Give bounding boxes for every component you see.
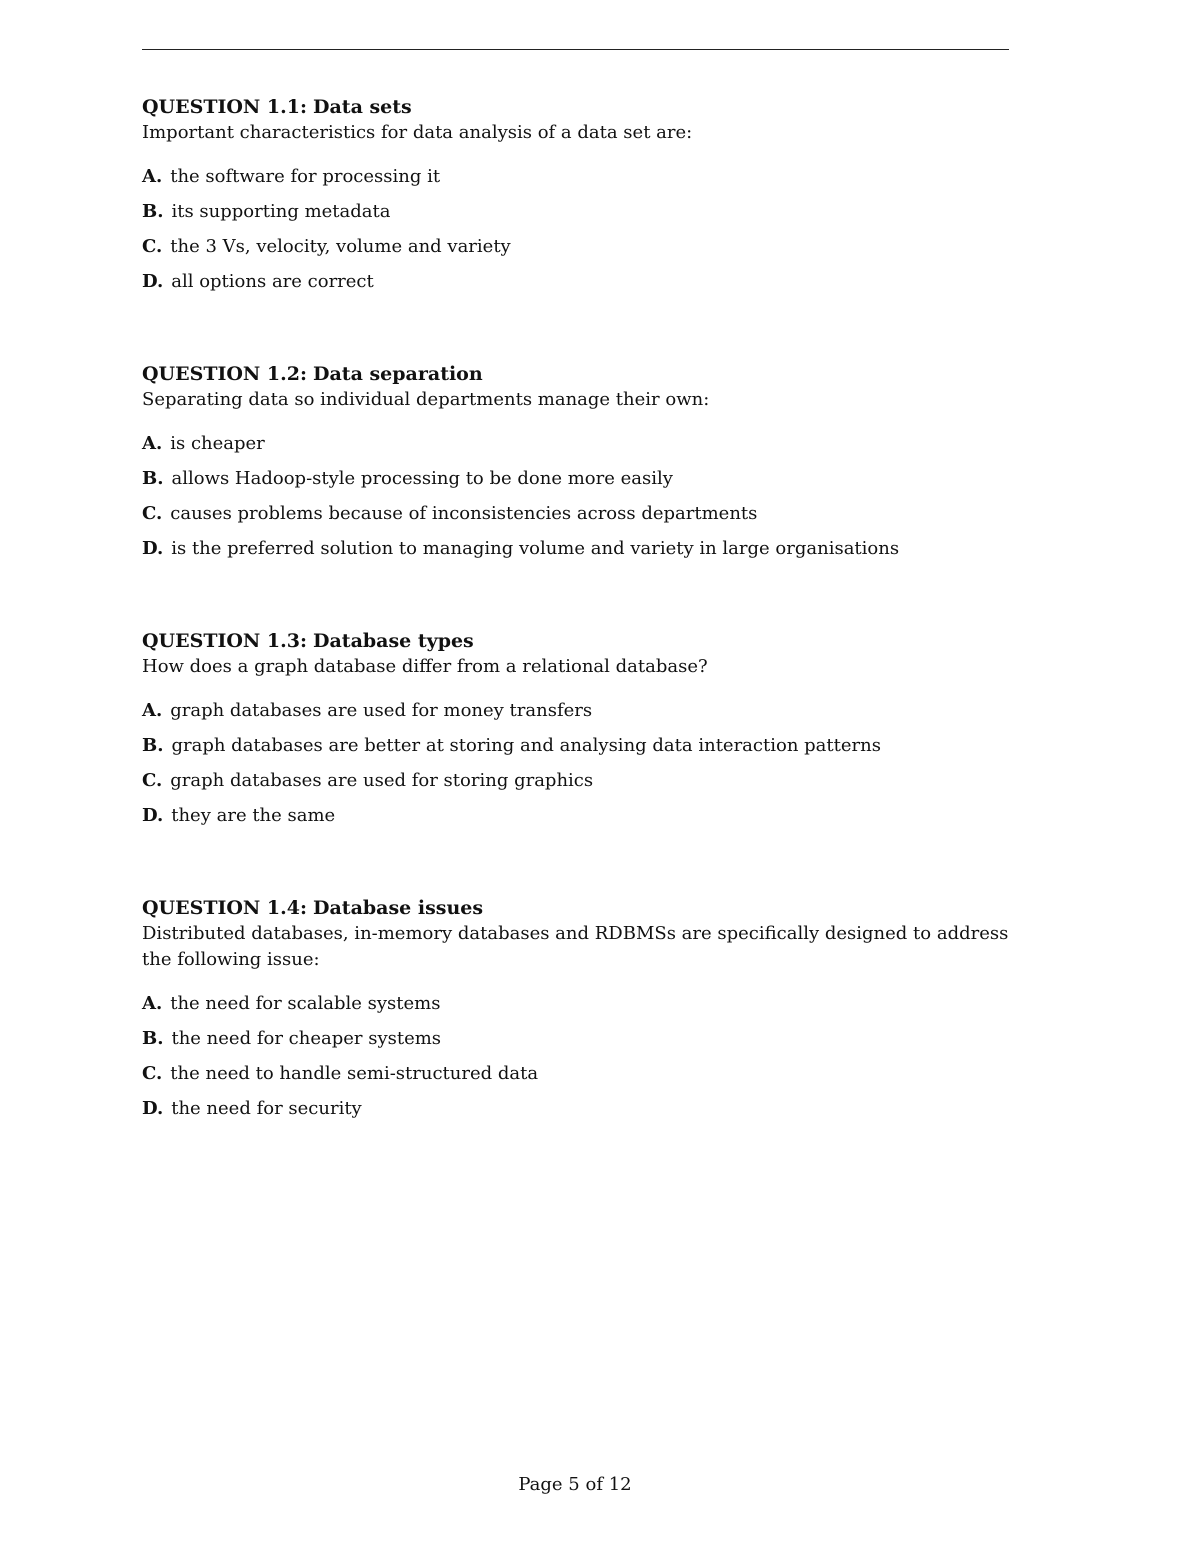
option-letter: D. xyxy=(142,538,164,559)
option-text: graph databases are used for money transfers xyxy=(170,700,593,721)
option-text: the need for cheaper systems xyxy=(171,1028,442,1049)
option-text: all options are correct xyxy=(171,271,374,292)
option-b xyxy=(142,461,1022,496)
option-c xyxy=(142,229,1022,264)
question-1-3 xyxy=(142,628,1022,833)
question-number: QUESTION 1.2: xyxy=(142,363,307,385)
question-number: QUESTION 1.3: xyxy=(142,630,307,652)
question-title: Database issues xyxy=(313,897,484,919)
option-b xyxy=(142,1021,1022,1056)
question-heading xyxy=(142,361,1022,387)
option-c xyxy=(142,1056,1022,1091)
option-a xyxy=(142,693,1022,728)
option-b xyxy=(142,194,1022,229)
answer-options xyxy=(142,986,1022,1126)
option-letter: C. xyxy=(142,1063,163,1084)
option-a xyxy=(142,426,1022,461)
option-a xyxy=(142,986,1022,1021)
question-title: Data sets xyxy=(313,96,412,118)
option-text: graph databases are used for storing graphics xyxy=(170,770,594,791)
option-d xyxy=(142,264,1022,299)
header-rule xyxy=(142,49,1009,50)
option-text: is cheaper xyxy=(170,433,265,454)
option-text: its supporting metadata xyxy=(171,201,391,222)
option-letter: A. xyxy=(142,433,163,454)
option-d xyxy=(142,798,1022,833)
option-text: they are the same xyxy=(171,805,336,826)
question-title: Data separation xyxy=(313,363,483,385)
question-1-2 xyxy=(142,361,1022,566)
option-letter: A. xyxy=(142,166,163,187)
option-text: allows Hadoop-style processing to be done more easily xyxy=(171,468,673,489)
question-prompt: Important characteristics for data analysis of a data set are: xyxy=(142,122,693,143)
option-letter: C. xyxy=(142,236,163,257)
question-heading xyxy=(142,94,1022,120)
question-title: Database types xyxy=(313,630,474,652)
option-letter: A. xyxy=(142,993,163,1014)
option-c xyxy=(142,763,1022,798)
option-text: the software for processing it xyxy=(170,166,441,187)
option-letter: D. xyxy=(142,805,164,826)
option-letter: D. xyxy=(142,271,164,292)
answer-options xyxy=(142,159,1022,299)
option-b xyxy=(142,728,1022,763)
question-1-1 xyxy=(142,94,1022,299)
question-number: QUESTION 1.4: xyxy=(142,897,307,919)
page-number: Page 5 of 12 xyxy=(518,1474,632,1495)
option-text: causes problems because of inconsistencies across departments xyxy=(170,503,758,524)
option-text: the need for security xyxy=(171,1098,362,1119)
option-text: the 3 Vs, velocity, volume and variety xyxy=(170,236,511,257)
option-text: the need for scalable systems xyxy=(170,993,441,1014)
option-letter: D. xyxy=(142,1098,164,1119)
answer-options xyxy=(142,693,1022,833)
option-text: is the preferred solution to managing volume and variety in large organisations xyxy=(171,538,900,559)
answer-options xyxy=(142,426,1022,566)
question-prompt: How does a graph database differ from a relational database? xyxy=(142,656,708,677)
option-text: graph databases are better at storing and analysing data interaction patterns xyxy=(171,735,881,756)
option-letter: A. xyxy=(142,700,163,721)
option-d xyxy=(142,531,1022,566)
question-prompt: Separating data so individual departments manage their own: xyxy=(142,389,710,410)
question-number: QUESTION 1.1: xyxy=(142,96,307,118)
question-heading xyxy=(142,895,1022,921)
question-heading xyxy=(142,628,1022,654)
option-c xyxy=(142,496,1022,531)
option-a xyxy=(142,159,1022,194)
question-prompt: Distributed databases, in-memory databases and RDBMSs are specifically designed to address the following issue: xyxy=(142,923,1009,970)
option-letter: C. xyxy=(142,503,163,524)
question-1-4 xyxy=(142,895,1022,1126)
option-letter: B. xyxy=(142,468,164,489)
option-letter: B. xyxy=(142,201,164,222)
option-letter: C. xyxy=(142,770,163,791)
option-letter: B. xyxy=(142,1028,164,1049)
option-text: the need to handle semi-structured data xyxy=(170,1063,539,1084)
option-d xyxy=(142,1091,1022,1126)
option-letter: B. xyxy=(142,735,164,756)
